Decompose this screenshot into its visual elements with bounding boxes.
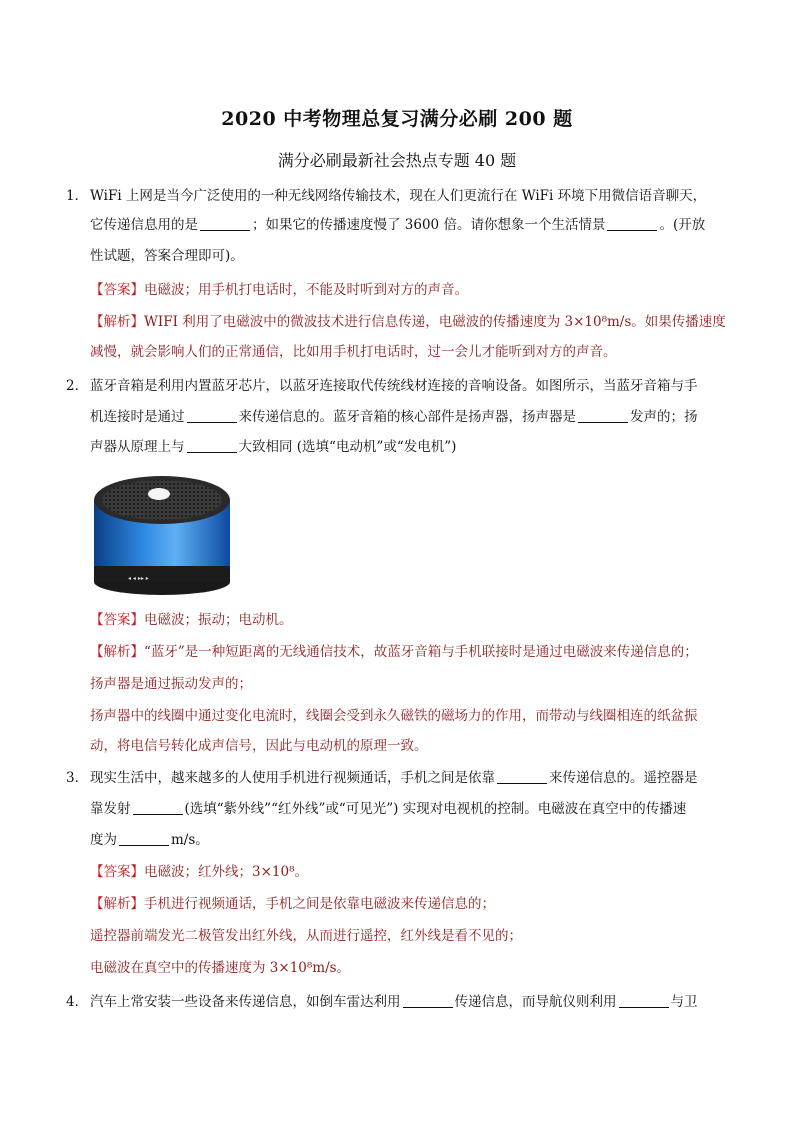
answer-blank [187, 438, 237, 453]
answer-blank [133, 800, 183, 815]
answer-blank [187, 408, 237, 423]
q2-explanation-4: 动，将电信号转化成声信号，因此与电动机的原理一致。 [90, 738, 428, 754]
answer-tag: 【答案】 [90, 612, 144, 628]
answer-blank [403, 993, 453, 1008]
answer-blank [578, 408, 628, 423]
q1-number: 1． [66, 188, 89, 204]
q1-answer [90, 280, 468, 300]
q1-line-2: 它传递信息用的是 ；如果它的传播速度慢了 3600 倍。请你想象一个生活情景 。(开放 [90, 217, 706, 233]
answer-blank [619, 993, 669, 1008]
q3-explanation-3: 电磁波在真空中的传播速度为 3×10⁸m/s。 [90, 960, 351, 976]
q2-line-1: 蓝牙音箱是利用内置蓝牙芯片，以蓝牙连接取代传统线材连接的音响设备。如图所示，当蓝牙音箱与手 [90, 378, 698, 394]
q1-line-3: 性试题，答案合理即可)。 [90, 248, 244, 264]
explanation-tag: 【解析】 [90, 896, 144, 912]
q3-explanation-2: 遥控器前端发光二极管发出红外线，从而进行遥控，红外线是看不见的； [90, 928, 522, 944]
explanation-tag: 【解析】 [90, 644, 144, 660]
svg-text:◂ ◂ ▸▸ ▸: ◂ ◂ ▸▸ ▸ [128, 575, 149, 582]
answer-tag: 【答案】 [90, 864, 144, 880]
answer-tag: 【答案】 [90, 282, 144, 298]
answer-text: 电磁波；用手机打电话时，不能及时听到对方的声音。 [144, 282, 468, 298]
q3-explanation-1: 【解析】手机进行视频通话，手机之间是依靠电磁波来传递信息的； [90, 896, 495, 912]
q3-line-3: 度为 m/s。 [90, 832, 209, 848]
answer-blank [607, 216, 657, 231]
q2-line-2: 机连接时是通过 来传递信息的。蓝牙音箱的核心部件是扬声器，扬声器是 发声的；扬 [90, 409, 698, 425]
q2-explanation-2: 扬声器是通过振动发声的； [90, 676, 252, 692]
q2-answer [90, 610, 293, 630]
q3-line-1: 现实生活中，越来越多的人使用手机进行视频通话，手机之间是依靠 来传递信息的。遥控器是 [90, 770, 698, 786]
q2-explanation-3: 扬声器中的线圈中通过变化电流时，线圈会受到永久磁铁的磁场力的作用，而带动与线圈相连的纸盆振 [90, 708, 698, 724]
q4-number: 4． [66, 994, 89, 1010]
answer-blank [119, 831, 169, 846]
q3-line-2: 靠发射 (选填“紫外线”“红外线”或“可见光”) 实现对电视机的控制。电磁波在真空中的传播速 [90, 801, 687, 817]
q1-explanation-1: 【解析】WIFI 利用了电磁波中的微波技术进行信息传递，电磁波的传播速度为 3×10⁸m/s。如果传播速度 [90, 314, 726, 330]
page-title: 2020 中考物理总复习满分必刷 200 题 [221, 108, 573, 130]
q2-explanation-1: 【解析】“蓝牙”是一种短距离的无线通信技术，故蓝牙音箱与手机联接时是通过电磁波来传递信息的； [90, 644, 698, 660]
q4-line-1: 汽车上常安装一些设备来传递信息，如倒车雷达利用 传递信息，而导航仪则利用 与卫 [90, 994, 698, 1010]
bluetooth-speaker-image [92, 470, 232, 600]
q3-answer [90, 862, 308, 882]
explanation-tag: 【解析】 [90, 314, 144, 330]
q3-number: 3． [66, 770, 89, 786]
answer-blank [200, 216, 250, 231]
answer-blank [497, 769, 547, 784]
answer-text: 电磁波；红外线；3×10⁸。 [144, 864, 308, 880]
answer-text: 电磁波；振动；电动机。 [144, 612, 293, 628]
q1-line-1: WiFi 上网是当今广泛使用的一种无线网络传输技术，现在人们更流行在 WiFi 环境下用微信语音聊天， [90, 188, 707, 204]
page-subtitle: 满分必刷最新社会热点专题 40 题 [277, 151, 517, 170]
q2-line-3: 声器从原理上与 大致相同 (选填“电动机”或“发电机”) [90, 439, 457, 455]
q2-number: 2． [66, 378, 89, 394]
q1-explanation-2: 减慢，就会影响人们的正常通信，比如用手机打电话时，过一会儿才能听到对方的声音。 [90, 344, 617, 360]
